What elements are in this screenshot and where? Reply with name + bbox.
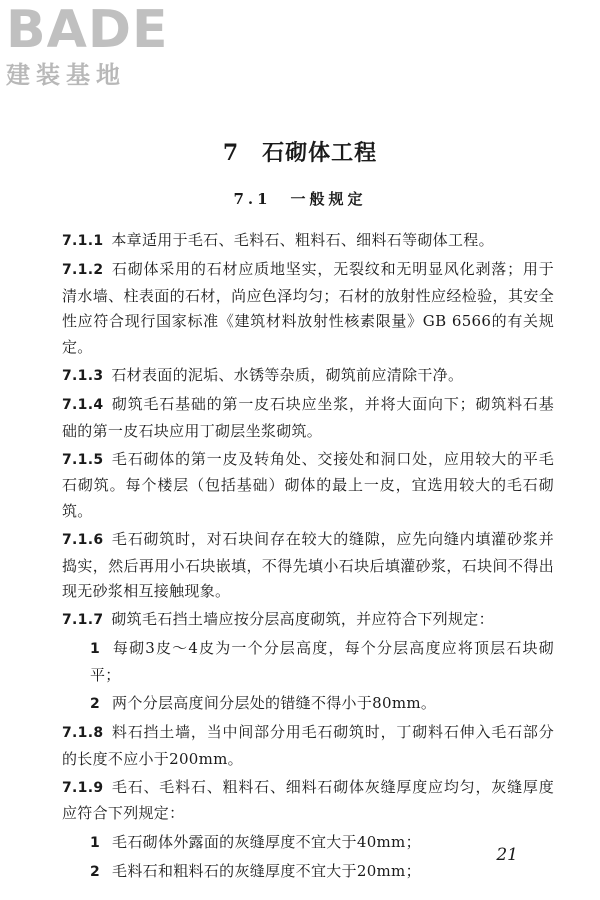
clause-number: 7.1.2 <box>62 262 104 279</box>
sub-item <box>62 859 554 886</box>
sub-item-text: 两个分层高度间分层处的错缝不得小于80mm。 <box>112 694 437 713</box>
clause-7-1-9 <box>62 775 554 827</box>
clause-text: 毛石砌体的第一皮及转角处、交接处和洞口处，应用较大的平毛石砌筑。每个楼层（包括基础）砌体的最上一皮，宜选用较大的毛石砌筑。 <box>62 449 554 520</box>
clause-text: 砌筑毛石挡土墙应按分层高度砌筑，并应符合下列规定： <box>111 610 494 629</box>
sub-item <box>62 830 554 857</box>
clause-7-1-1 <box>62 228 554 255</box>
page-number: 21 <box>496 845 518 865</box>
section-title: 7.1 一般规定 <box>233 190 367 208</box>
clause-number: 7.1.5 <box>62 451 104 468</box>
sub-item-text: 毛石砌体外露面的灰缝厚度不宜大于40mm； <box>112 832 421 851</box>
clause-number: 7.1.4 <box>62 397 104 414</box>
sub-item-text: 每砌3皮～4皮为一个分层高度，每个分层高度应将顶层石块砌平； <box>90 639 554 684</box>
clause-7-1-6 <box>62 527 554 605</box>
clause-number: 7.1.9 <box>62 779 104 796</box>
chapter-title: 7 石砌体工程 <box>222 140 378 166</box>
logo-subtitle: 建装基地 <box>6 61 126 89</box>
sub-item-number: 1 <box>90 834 101 851</box>
sub-item-text: 毛料石和粗料石的灰缝厚度不宜大于20mm； <box>112 861 421 880</box>
sub-item-number: 1 <box>90 641 101 658</box>
sub-item-number: 2 <box>90 863 101 880</box>
clause-7-1-8 <box>62 720 554 772</box>
clause-text: 毛石、毛料石、粗料石、细料石砌体灰缝厚度应均匀，灰缝厚度应符合下列规定： <box>62 777 554 823</box>
clause-7-1-3 <box>62 363 554 390</box>
clause-number: 7.1.3 <box>62 367 104 384</box>
clause-7-1-4 <box>62 392 554 444</box>
clause-7-1-7 <box>62 607 554 634</box>
logo-text: BADE <box>6 0 169 60</box>
clause-number: 7.1.1 <box>62 233 104 249</box>
clause-7-1-2 <box>62 257 554 360</box>
sub-item <box>62 691 554 718</box>
clause-text: 毛石砌筑时，对石块间存在较大的缝隙，应先向缝内填灌砂浆并捣实，然后再用小石块嵌填，不得先填小石块后填灌砂浆，石块间不得出现无砂浆相互接触现象。 <box>62 530 554 601</box>
clause-text: 料石挡土墙，当中间部分用毛石砌筑时，丁砌料石伸入毛石部分的长度不应小于200mm。 <box>62 723 554 768</box>
clause-text: 本章适用于毛石、毛料石、粗料石、细料石等砌体工程。 <box>111 231 494 249</box>
clause-text: 石砌体采用的石材应质地坚实，无裂纹和无明显风化剥落；用于清水墙、柱表面的石材，尚应色泽均匀；石材的放射性应经检验，其安全性应符合现行国家标准《建筑材料放射性核素限量》GB 6566的有关规定。 <box>62 260 554 356</box>
clause-number: 7.1.8 <box>62 725 104 742</box>
watermark-logo <box>6 0 186 90</box>
clause-number: 7.1.6 <box>62 532 104 549</box>
clause-7-1-5 <box>62 447 554 525</box>
sub-item-number: 2 <box>90 696 101 713</box>
clause-number: 7.1.7 <box>62 612 104 629</box>
clause-text: 砌筑毛石基础的第一皮石块应坐浆，并将大面向下；砌筑料石基础的第一皮石块应用丁砌层坐浆砌筑。 <box>62 395 554 440</box>
sub-item <box>62 636 554 688</box>
clause-text: 石材表面的泥垢、水锈等杂质，砌筑前应清除干净。 <box>111 365 464 384</box>
clause-list <box>62 228 554 888</box>
